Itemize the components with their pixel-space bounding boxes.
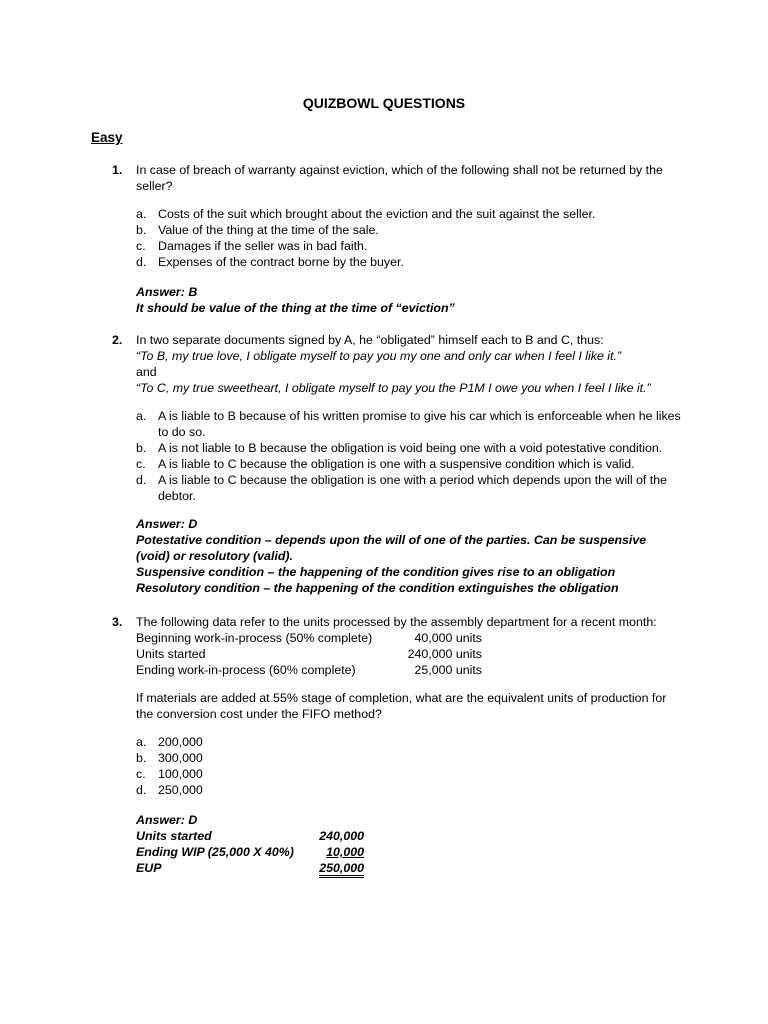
option-item [136, 206, 682, 222]
answer-block [136, 812, 682, 876]
option-item [136, 782, 682, 798]
answer-block [136, 516, 682, 596]
option-text: 300,000 [158, 751, 203, 765]
table-row [136, 646, 482, 662]
option-label: b. [136, 223, 147, 237]
option-text: A is liable to C because the obligation is one with a suspensive condition which is valid. [158, 457, 635, 471]
table-cell-value: 25,000 units [414, 663, 482, 677]
answer-explanation: Potestative condition – depends upon the will of one of the parties. Can be suspensive (void) or resolutory (valid). [136, 533, 647, 563]
table-cell-label: Beginning work-in-process (50% complete) [136, 631, 373, 645]
option-label: a. [136, 409, 147, 423]
table-cell-value [316, 860, 364, 876]
table-cell-value: 240,000 units [407, 647, 482, 661]
answer-key: Answer: D [136, 813, 198, 827]
answer-explanation: Suspensive condition – the happening of the condition gives rise to an obligation [136, 565, 616, 579]
option-text: 200,000 [158, 735, 203, 749]
option-item [136, 750, 682, 766]
document-title: QUIZBOWL QUESTIONS [302, 95, 466, 111]
table-row [136, 630, 482, 646]
section-heading: Easy [91, 130, 123, 145]
option-label: a. [136, 207, 147, 221]
underlined-value: 10,000 [326, 845, 364, 859]
table-cell-value: 240,000 [319, 829, 364, 843]
answer-explanation: Resolutory condition – the happening of the condition extinguishes the obligation [136, 581, 619, 595]
table-cell-label: Ending WIP (25,000 X 40%) [136, 845, 294, 859]
question-number: 2. [112, 333, 123, 347]
units-data-table [136, 630, 482, 678]
answer-key: Answer: B [136, 285, 198, 299]
option-text: Damages if the seller was in bad faith. [158, 239, 368, 253]
table-cell-value: 40,000 units [414, 631, 482, 645]
answer-key: Answer: D [136, 517, 198, 531]
option-text: Value of the thing at the time of the sale. [158, 223, 379, 237]
option-label: d. [136, 255, 147, 269]
question-number: 3. [112, 615, 123, 629]
option-text: 250,000 [158, 783, 203, 797]
table-row [136, 860, 364, 876]
question-2 [112, 332, 682, 596]
option-item [136, 472, 682, 504]
option-item [136, 238, 682, 254]
options-list [136, 734, 682, 798]
option-item [136, 222, 682, 238]
question-number: 1. [112, 163, 123, 177]
option-label: c. [136, 239, 146, 253]
option-label: d. [136, 473, 147, 487]
option-text: Costs of the suit which brought about the eviction and the suit against the seller. [158, 207, 596, 221]
question-3 [112, 614, 682, 876]
table-row [136, 662, 482, 678]
option-text: Expenses of the contract borne by the buyer. [158, 255, 404, 269]
option-label: b. [136, 751, 147, 765]
option-label: b. [136, 441, 147, 455]
total-value: 250,000 [319, 861, 364, 878]
option-item [136, 734, 682, 750]
option-item [136, 766, 682, 782]
question-connector: and [136, 365, 157, 379]
table-row [136, 844, 364, 860]
option-item [136, 254, 682, 270]
option-item [136, 440, 682, 456]
question-text: In two separate documents signed by A, he “obligated” himself each to B and C, thus: [136, 333, 604, 347]
table-cell-label: Ending work-in-process (60% complete) [136, 663, 356, 677]
answer-explanation: It should be value of the thing at the time of “eviction” [136, 301, 455, 315]
question-quote: “To B, my true love, I obligate myself to pay you my one and only car when I feel I like it.” [136, 349, 622, 363]
option-label: a. [136, 735, 147, 749]
option-text: A is liable to B because of his written promise to give his car which is enforceable when he likes to do so. [158, 409, 681, 439]
question-quote: “To C, my true sweetheart, I obligate myself to pay you the P1M I owe you when I feel I like it.” [136, 381, 651, 395]
question-text: The following data refer to the units processed by the assembly department for a recent month: [136, 615, 657, 629]
option-text: A is not liable to B because the obligation is void being one with a void potestative condition. [158, 441, 663, 455]
option-text: A is liable to C because the obligation is one with a period which depends upon the will of the debtor. [158, 473, 668, 503]
table-cell-label: Units started [136, 647, 206, 661]
question-text: In case of breach of warranty against eviction, which of the following shall not be returned by the seller? [136, 163, 663, 193]
table-cell-label: Units started [136, 829, 212, 843]
options-list [136, 408, 682, 504]
option-item [136, 456, 682, 472]
option-item [136, 408, 682, 440]
option-label: c. [136, 457, 146, 471]
computation-table [136, 828, 364, 876]
table-row [136, 828, 364, 844]
question-1 [112, 162, 682, 316]
table-cell-label: EUP [136, 861, 162, 875]
option-text: 100,000 [158, 767, 203, 781]
option-label: d. [136, 783, 147, 797]
question-text: If materials are added at 55% stage of completion, what are the equivalent units of production for the conversion cost under the FIFO method? [136, 691, 667, 721]
options-list [136, 206, 682, 270]
table-cell-value [316, 844, 364, 860]
answer-block [136, 284, 682, 316]
option-label: c. [136, 767, 146, 781]
